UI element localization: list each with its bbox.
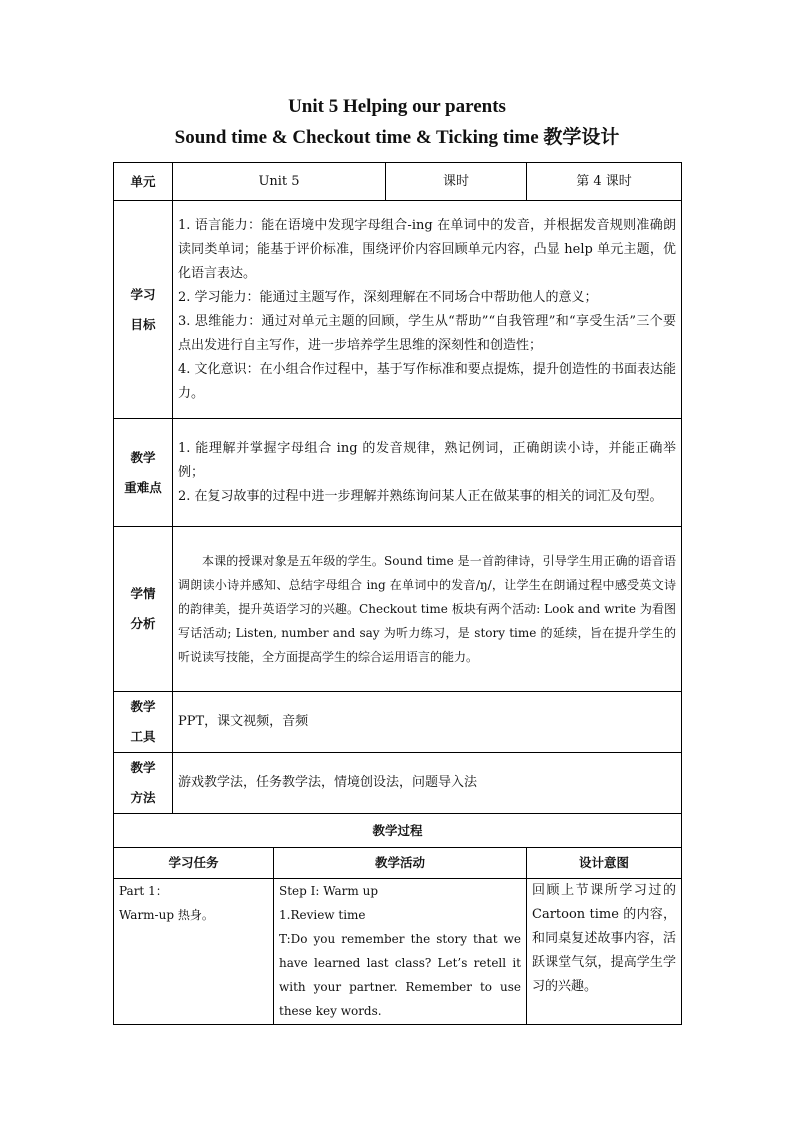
intent-cell: 回顾上节课所学习过的 Cartoon time 的内容，和同桌复述故事内容，活跃课堂气氛，提高学生学习的兴趣。: [527, 879, 682, 1025]
objective-item: 2. 学习能力：能通过主题写作，深刻理解在不同场合中帮助他人的意义；: [178, 289, 598, 305]
col-intent-header: 设计意图: [527, 848, 682, 879]
header-row: [114, 163, 682, 201]
analysis-row: [114, 527, 682, 692]
objective-item: 1. 语言能力：能在语境中发现字母组合-ing 在单词中的发音，并根据发音规则准确朗读同类单词；能基于评价标准，围绕评价内容回顾单元内容，凸显 help 单元主题，优化语言表达。: [178, 217, 676, 281]
unit-label: 单元: [114, 163, 173, 201]
objectives-row: [114, 201, 682, 419]
key-points-row: [114, 419, 682, 527]
process-columns-row: [114, 848, 682, 879]
key-points-label: 教学 重难点: [114, 419, 173, 527]
process-row-part1: [114, 879, 682, 1025]
tools-row: [114, 692, 682, 753]
objective-item: 4. 文化意识：在小组合作过程中，基于写作标准和要点提炼，提升创造性的书面表达能力。: [178, 361, 676, 401]
key-point-item: 1. 能理解并掌握字母组合 ing 的发音规律，熟记例词，正确朗读小诗，并能正确举例；: [178, 440, 676, 480]
analysis-content: [173, 527, 682, 692]
analysis-label: 学情 分析: [114, 527, 173, 692]
process-heading: 教学过程: [114, 814, 682, 848]
tools-label: 教学 工具: [114, 692, 173, 753]
task-cell: Part 1： Warm-up 热身。: [114, 879, 274, 1025]
document-title-line1: Unit 5 Helping our parents: [288, 96, 506, 117]
key-points-content: [173, 419, 682, 527]
tools-content: PPT，课文视频，音频: [173, 692, 682, 753]
objectives-content: [173, 201, 682, 419]
lesson-label: 课时: [386, 163, 527, 201]
methods-row: [114, 753, 682, 814]
key-point-item: 2. 在复习故事的过程中进一步理解并熟练询问某人正在做某事的相关的词汇及句型。: [178, 488, 663, 504]
analysis-text: 本课的授课对象是五年级的学生。Sound time 是一首韵律诗，引导学生用正确的语音语调朗读小诗并感知、总结字母组合 ing 在单词中的发音/ŋ/，让学生在朗诵过程中感受英文诗的韵律美，提升英语学习的兴趣。Checkout time 板块有两个活动: Look and write 为看图写话活动; Listen, number and say 为听力练习，是 story time 的延续，旨在提升学生的听说读写技能，全方面提高学生的综合运用语言的能力。: [178, 554, 676, 664]
document-title-line2: Sound time & Checkout time & Ticking time 教学设计: [174, 127, 620, 148]
lesson-plan-table: [113, 162, 682, 1025]
activity-cell: Step I: Warm up 1.Review time T:Do you remember the story that we have learned last class? Let’s retell it with your partner. Remember to use these key words.: [274, 879, 527, 1025]
objectives-label: 学习 目标: [114, 201, 173, 419]
lesson-value: 第 4 课时: [527, 163, 682, 201]
col-task-header: 学习任务: [114, 848, 274, 879]
unit-value: Unit 5: [173, 163, 386, 201]
process-heading-row: [114, 814, 682, 848]
methods-label: 教学 方法: [114, 753, 173, 814]
methods-content: 游戏教学法，任务教学法，情境创设法，问题导入法: [173, 753, 682, 814]
objective-item: 3. 思维能力：通过对单元主题的回顾，学生从“帮助”“自我管理”和“享受生活”三个要点出发进行自主写作，进一步培养学生思维的深刻性和创造性；: [178, 313, 676, 353]
col-activity-header: 教学活动: [274, 848, 527, 879]
